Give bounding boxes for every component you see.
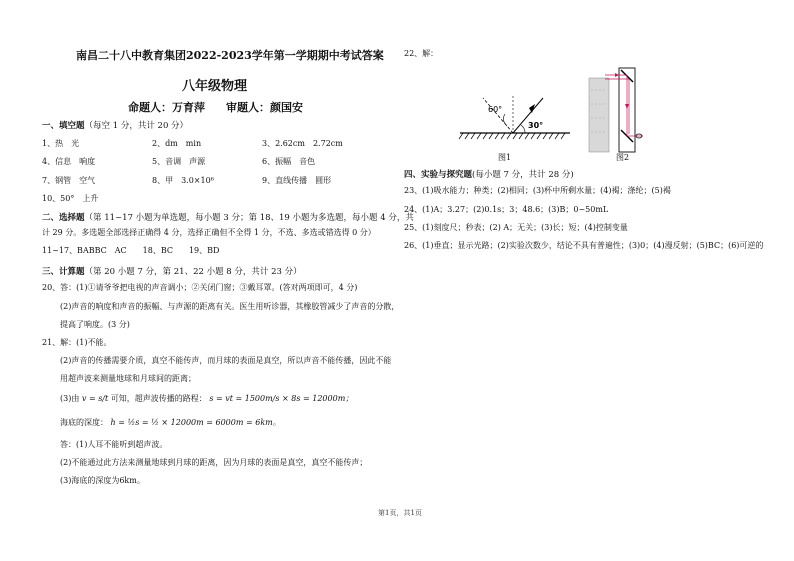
q21-line5-pre: 海底的深度： (60, 418, 108, 427)
q21-formula: v = s/t (81, 394, 109, 403)
section1-heading-row (42, 119, 188, 131)
section3-heading: 三、计算题 (42, 267, 85, 277)
fig1-angle-60: 60° (488, 105, 503, 114)
section1-note: （每空 1 分，共计 20 分） (84, 121, 189, 131)
reviewer-name: 审题人：颜国安 (226, 101, 303, 114)
section2-note-line1: （第 11~17 小题为单选题，每小题 3 分；第 18、19 小题为多选题，每小题 4 分，共 (84, 213, 414, 223)
s1-r2-c1: 8、甲 3.0×10⁶ (152, 176, 214, 185)
subject-title: 八年级物理 (182, 79, 248, 94)
fig2-label: 图2 (616, 153, 630, 162)
s1-r2-c0: 7、钢管 空气 (42, 176, 96, 185)
q21-depth-calc: h = ½s = ½ × 12000m = 6000m = 6km。 (110, 418, 281, 427)
section2-heading-row (42, 211, 414, 223)
page-footer: 第1页，共1页 (378, 509, 422, 517)
q21-line7: (2)不能通过此方法来测量地球到月球的距离，因为月球的表面是真空，真空不能传声； (60, 458, 368, 467)
fig1-angle-30: 30° (528, 121, 544, 130)
s1-r2-c2: 9、直线传播 圆形 (262, 176, 332, 185)
s1-r1-c1: 5、音调 声源 (152, 157, 206, 166)
section2-note-line2: 计 29 分。多选题全部选择正确得 4 分，选择正确但不全得 1 分，不选、多选或错选得 0 分） (42, 228, 376, 237)
angle-arc-30 (521, 125, 525, 133)
wall-block (589, 78, 609, 152)
q21-line5 (60, 418, 281, 428)
section4-note: (每小题 7 分，共计 28 分) (472, 170, 574, 180)
light-path (605, 75, 643, 136)
setter-name: 命题人：万育萍 (128, 101, 205, 114)
q25-answer: 25、(1)刻度尺；秒表；(2) A；无关；(3)长；短；(4)控制变量 (404, 223, 628, 232)
section2-answers: 11~17、BABBC AC 18、BC 19、BD (42, 246, 220, 255)
light-arrow-1 (615, 73, 619, 77)
q21-line4-mid: 可知，超声波传播的路程： (110, 394, 207, 403)
angle-arc-60 (503, 114, 507, 126)
light-arrow-2 (625, 104, 629, 109)
section2-heading: 二、选择题 (42, 213, 85, 223)
s1-r1-c0: 4、信息 响度 (42, 157, 96, 166)
reflected-ray (483, 98, 513, 133)
s1-r0-c0: 1、热 光 (42, 139, 80, 148)
section4-heading-row (404, 168, 574, 180)
figure2-mirror-diagram (585, 64, 645, 154)
q26-answer: 26、(1)垂直；显示光路；(2)实验次数少，结论不具有普遍性；(3)0；(4)漫反射；(5)BC；(6)可逆的 (404, 241, 764, 250)
section3-heading-row (42, 265, 302, 277)
q20-line1: 20、答：(1)①请爷爷把电视的声音调小；②关闭门窗；③戴耳罩。(答对两项即可，4 分) (42, 283, 358, 292)
q21-line2: (2)声音的传播需要介质，真空不能传声，而月球的表面是真空，所以声音不能传播，因此不能 (60, 356, 392, 365)
q21-line8: (3)海底的深度为6km。 (60, 476, 145, 485)
section1-heading: 一、填空题 (42, 121, 85, 131)
q23-answer: 23、(1)吸水能力；种类；(2)相同；(3)杯中所剩水量；(4)褐；涤纶；(5)褐 (404, 186, 671, 195)
q21-line4-pre: (3)由 (60, 394, 80, 403)
fig1-label: 图1 (498, 153, 512, 162)
section4-heading: 四、实验与探究题 (404, 170, 473, 180)
s1-r0-c2: 3、2.62cm 2.72cm (262, 139, 343, 148)
q20-line3: 提高了响度。(3 分) (60, 320, 130, 329)
section3-note: （第 20 小题 7 分，第 21、22 小题 8 分，共计 23 分） (84, 267, 302, 277)
q21-line1: 21、解：(1)不能。 (42, 338, 112, 347)
s1-r3-c0: 10、50° 上升 (42, 194, 99, 203)
q22-label: 22、解： (404, 49, 439, 58)
q24-answer: 24、(1)A；3.27；(2)0.1s；3；48.6；(3)B；0~50mL (404, 205, 609, 214)
exam-title: 南昌二十八中教育集团2022-2023学年第一学期期中考试答案 (76, 49, 384, 62)
mirror-hatching (459, 133, 565, 139)
q21-line6: 答：(1)人耳不能听到超声波。 (60, 440, 168, 449)
s1-r0-c1: 2、dm min (152, 139, 202, 148)
q21-line3: 用超声波来测量地球和月球间的距离； (60, 374, 196, 383)
q21-line4 (60, 394, 353, 404)
q21-distance-calc: s = vt = 1500m/s × 8s = 12000m； (209, 394, 354, 403)
q20-line2: (2)声音的响度和声音的振幅、与声源的距离有关。医生用听诊器，其橡胶管减少了声音的分散， (60, 302, 400, 311)
figure1-reflection-diagram (455, 88, 575, 150)
s1-r1-c2: 6、振幅 音色 (262, 157, 316, 166)
